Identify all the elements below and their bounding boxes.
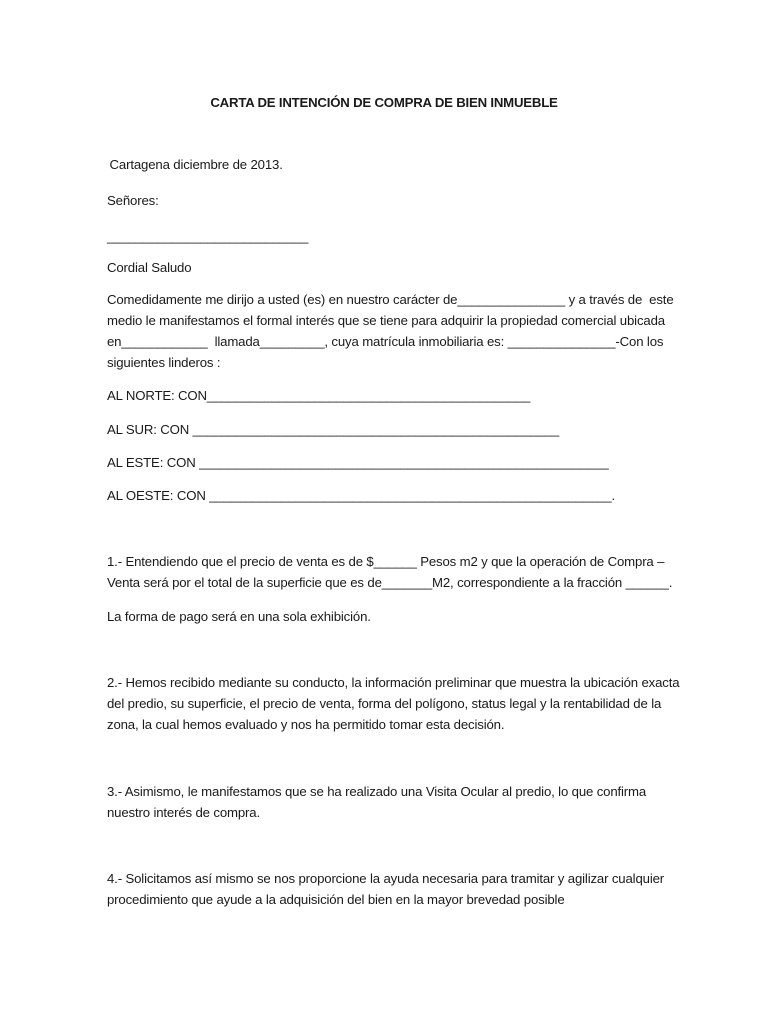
item-1-line: 1.- Entendiendo que el precio de venta es de $______ Pesos m2 y que la operación de Compra – [107, 554, 665, 569]
item-4-line: procedimiento que ayude a la adquisición del bien en la mayor brevedad posible [107, 892, 565, 907]
document-title: CARTA DE INTENCIÓN DE COMPRA DE BIEN INMUEBLE [210, 95, 558, 110]
intro-line: en____________ llamada_________, cuya matrícula inmobiliaria es: _______________-Con los [107, 334, 664, 349]
payment-terms: La forma de pago será en una sola exhibición. [107, 609, 371, 624]
item-3-line: nuestro interés de compra. [107, 805, 260, 820]
item-1-line: Venta será por el total de la superficie que es de_______M2, correspondiente a la fracción ______. [107, 575, 673, 590]
item-4-paragraph [107, 868, 667, 910]
boundary-east: AL ESTE: CON _________________________________________________________ [107, 455, 609, 470]
item-2-line: del predio, su superficie, el precio de venta, forma del polígono, status legal y la rentabilidad de la [107, 696, 662, 711]
item-1-paragraph [107, 551, 673, 593]
item-2-line: 2.- Hemos recibido mediante su conducto, la información preliminar que muestra la ubicación exacta [107, 675, 680, 690]
item-2-paragraph [107, 672, 680, 735]
item-4-line: 4.- Solicitamos así mismo se nos proporcione la ayuda necesaria para tramitar y agilizar cualquier [107, 871, 665, 886]
intro-line: Comedidamente me dirijo a usted (es) en nuestro carácter de_______________ y a través de este [107, 292, 674, 307]
intro-line: siguientes linderos : [107, 355, 221, 370]
addressee-blank: ____________________________ [107, 229, 309, 244]
intro-line: medio le manifestamos el formal interés que se tiene para adquirir la propiedad comercial ubicada [107, 313, 665, 328]
greeting: Cordial Saludo [107, 260, 192, 275]
boundary-west: AL OESTE: CON ________________________________________________________. [107, 488, 616, 503]
item-3-paragraph [107, 781, 667, 823]
place-date: Cartagena diciembre de 2013. [106, 157, 283, 172]
boundary-north: AL NORTE: CON_____________________________________________ [107, 388, 531, 403]
intro-paragraph [107, 289, 674, 373]
addressee-label: Señores: [107, 193, 159, 208]
item-2-line: zona, la cual hemos evaluado y nos ha permitido tomar esta decisión. [107, 717, 505, 732]
item-3-line: 3.- Asimismo, le manifestamos que se ha realizado una Visita Ocular al predio, lo que confirma [107, 784, 647, 799]
boundary-south: AL SUR: CON ___________________________________________________ [107, 422, 560, 437]
